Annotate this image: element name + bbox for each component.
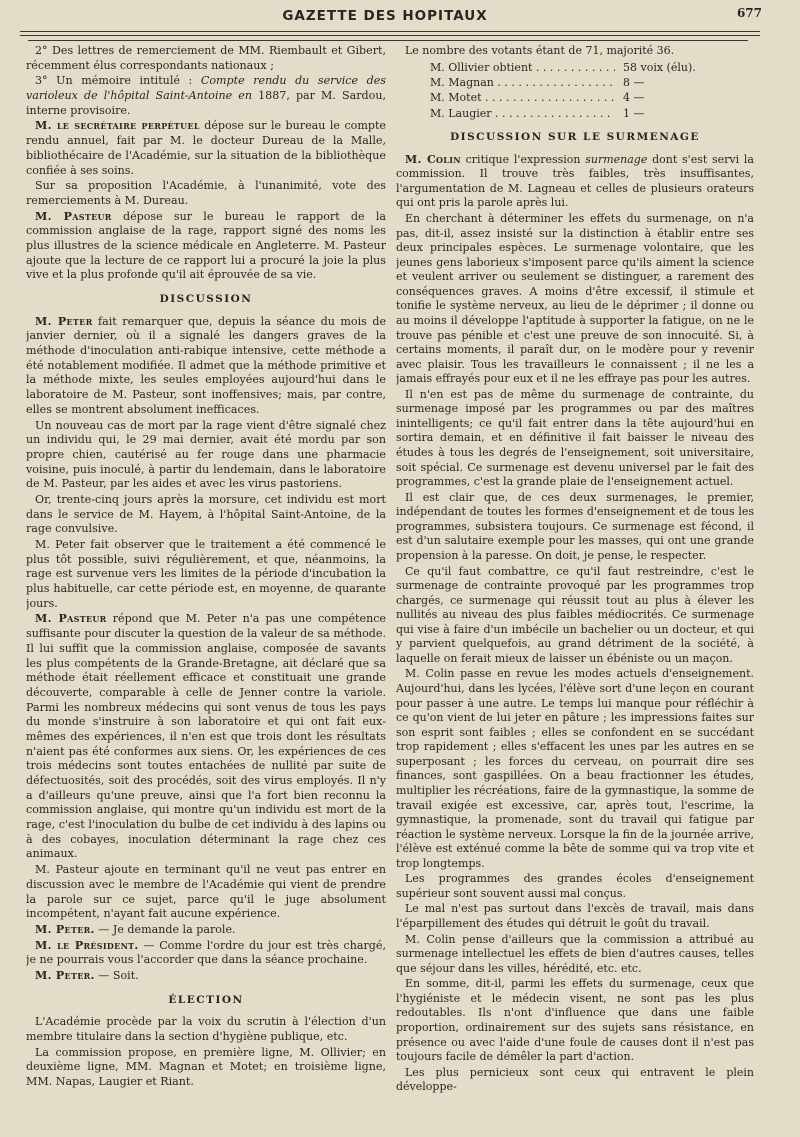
paragraph xyxy=(26,119,386,178)
header-rule-double xyxy=(20,35,760,36)
paragraph: M. Colin passe en revue les modes actuels d'enseignement. Aujourd'hui, dans les lycées, l'élève sort d'une leçon en courant pour passer à une autre. Le temps lui manque pour réfléchir à ce qu'on vient de lui jeter en pâture ; les impressions faites sur son esprit sont faibles ; elles se confondent en se succédant trop rapidement ; elles s'effacent les unes par les autres en se superposant ; les forces du cerveau, on pourrait dire ses finances, sont gaspillées. On a beau fractionner les études, multiplier les récréations, faire de la gymnastique, la somme de travail exigée est excessive, car, après tout, l'escrime, la gymnastique, la promenade, sont du travail qui fatigue par réaction le système nerveux. Lorsque la fin de la journée arrive, l'élève est exténué comme la bête de somme qui va trop vite et trop longtemps. xyxy=(396,667,754,870)
speaker-name: M. Peter. xyxy=(35,968,95,982)
paragraph xyxy=(26,612,386,862)
text-run: 3° Un mémoire intitulé : xyxy=(35,74,201,88)
italic-title: Compte rendu du service des varioleux de l'hôpital Saint-Antoine en xyxy=(26,74,386,103)
paragraph: 2° Des lettres de remerciement de MM. Riembault et Gibert, récemment élus correspondants nationaux ; xyxy=(26,44,386,72)
text-run: dont s'est servi la commission. Il trouve très faibles, très insuffisantes, l'argumentation de M. Lagneau et celles de plusieurs orateurs qui ont pris la parole après lui. xyxy=(396,152,754,210)
speaker-name: M. Pasteur xyxy=(35,612,107,626)
paragraph: En somme, dit-il, parmi les effets du surmenage, ceux que l'hygiéniste et le médecin visent, ne sont pas les plus redoutables. Ils n'ont d'influence que dans une faible proportion, ordinairement sur des sujets sans résistance, en présence ou avec l'aide d'une foule de causes dont il n'est pas toujours facile de démêler la part d'action. xyxy=(396,977,754,1064)
paragraph: M. Pasteur ajoute en terminant qu'il ne veut pas entrer en discussion avec le membre de l'Académie qui vient de prendre la parole sur ce sujet, parce qu'il le juge absolument incompétent, n'ayant fait aucune expérience. xyxy=(26,863,386,921)
header-rule xyxy=(20,31,760,32)
running-head: GAZETTE DES HOPITAUX xyxy=(282,8,488,24)
paragraph: La commission propose, en première ligne, M. Ollivier; en deuxième ligne, MM. Magnan et Motet; en troisième ligne, MM. Napas, Laugier et Riant. xyxy=(26,1045,386,1089)
page-number: 677 xyxy=(736,6,762,20)
italic-term: surmenage xyxy=(585,152,648,166)
vote-row xyxy=(430,75,730,90)
vote-row xyxy=(430,60,730,75)
left-column xyxy=(26,44,386,1117)
vote-table xyxy=(396,60,754,122)
candidate-name: M. Laugier . . . xyxy=(430,106,615,121)
header-rule-thin xyxy=(28,40,748,41)
paragraph xyxy=(26,923,386,938)
paragraph: Sur sa proposition l'Académie, à l'unanimité, vote des remerciements à M. Dureau. xyxy=(26,179,386,207)
right-column xyxy=(396,44,754,1117)
vote-count: 58 voix (élu). xyxy=(623,60,696,74)
section-heading-surmenage: DISCUSSION SUR LE SURMENAGE xyxy=(450,131,700,144)
vote-count: 4 — xyxy=(623,91,645,105)
section-heading-discussion: DISCUSSION xyxy=(159,293,253,305)
paragraph: Il n'en est pas de même du surmenage de contrainte, du surmenage imposé par les programmes ou par des maîtres inintelligents; ce qu'il fait entrer dans la tête aujourd'hui en sortira demain, et en définitive il fait baisser le niveau des études à tous les degrés de l'enseignement, soit universitaire, soit spécial. Ce surmenage est devenu universel par le fait des programmes, c'est la grande plaie de l'enseignement actuel. xyxy=(396,387,754,489)
speaker-name: M. le Président. xyxy=(35,938,139,952)
text-run: — Je demande la parole. xyxy=(94,922,236,936)
paragraph: Il est clair que, de ces deux surmenages, le premier, indépendant de toutes les formes d'enseignement et de tous les programmes, subsistera toujours. Ce surmenage est fécond, il est d'un salutaire exemple pour les masses, qui ont une grande propension à la paresse. On doit, je pense, le respecter. xyxy=(396,490,754,562)
section-heading-election: ÉLECTION xyxy=(168,993,244,1006)
vote-count: 1 — xyxy=(623,106,645,120)
paragraph: Or, trente-cinq jours après la morsure, cet individu est mort dans le service de M. Hayem, à l'hôpital Saint-Antoine, de la rage convulsive. xyxy=(26,492,386,536)
paragraph: Les programmes des grandes écoles d'enseignement supérieur sont souvent aussi mal conçus. xyxy=(396,872,754,900)
paragraph xyxy=(26,969,386,984)
paragraph: M. Peter fait observer que le traitement a été commencé le plus tôt possible, suivi régulièrement, et que, néanmoins, la rage est survenue vers les limites de la période d'incubation la plus habituelle, car cette période est, en moyenne, de quarante jours. xyxy=(26,538,386,610)
paragraph xyxy=(26,939,386,968)
paragraph: Ce qu'il faut combattre, ce qu'il faut restreindre, c'est le surmenage de contrainte provoqué par les programmes trop chargés, ce surmenage qui réussit tout au plus à élever les nullités au niveau des plus faibles médiocrités. Ce surmenage qui vise à faire d'un imbécile un bachelier ou un docteur, et qui y parvient quelquefois, au grand détriment de la société, à laquelle on ferait mieux de laisser un ébéniste ou un maçon. xyxy=(396,564,754,665)
paragraph: Le nombre des votants étant de 71, majorité 36. xyxy=(405,44,675,57)
candidate-name: M. Motet . . . xyxy=(430,90,615,105)
paragraph: Un nouveau cas de mort par la rage vient d'être signalé chez un individu qui, le 29 mai dernier, avait été mordu par son propre chien, cautérisé au fer rouge dans une pharmacie voisine, puis inoculé, à partir du lendemain, dans le laboratoire de M. Pasteur, par les aides et avec les virus pastoriens. xyxy=(26,418,386,491)
candidate-name: M. Magnan . . . xyxy=(430,75,615,90)
page-header xyxy=(20,6,762,34)
speaker-name: M. le secrétaire perpétuel xyxy=(35,119,200,133)
paragraph: L'Académie procède par la voix du scrutin à l'élection d'un membre titulaire dans la section d'hygiène publique, etc. xyxy=(26,1015,386,1043)
speaker-name: M. Colin xyxy=(405,152,461,166)
paragraph: Les plus pernicieux sont ceux qui entravent le plein développe- xyxy=(396,1065,754,1094)
text-run: dépose sur le bureau le compte rendu annuel, fait par M. le docteur Dureau de la Malle, bibliothécaire de l'Académie, sur la situation de la bibliothèque confiée à ses soins. xyxy=(26,119,386,177)
paragraph xyxy=(26,210,386,283)
text-run: répond que M. Peter n'a pas une compétence suffisante pour discuter la question de la valeur de sa méthode. Il lui suffit que la commission anglaise, composée de savants les plus compétents de la Grande-Bretagne, ait déclaré que sa méthode était réellement efficace et constituait une grande découverte, comparable à celle de Jenner contre la variole. Parmi les nombreux médecins qui sont venus de tous les pays du monde s'instruire à son laboratoire et qui ont fait eux-mêmes des expériences, il n'en est que trois dont les résultats n'aient pas été conformes aux siens. Or, les expériences de ces trois médecins sont toutes entachées de nullité par suite de défectuosités, soit des procédés, soit des virus employés. Il n'y a d'ailleurs qu'une preuve, ainsi que l'a fort bien reconnu la commission anglaise, qui montre qu'un individu est mort de la rage, c'est l'inoculation du bulbe de cet individu à des lapins ou à des cobayes, inoculation déterminant la rage chez ces animaux. xyxy=(26,612,386,861)
text-run: 1887, par M. Sardou, interne provisoire. xyxy=(26,89,386,117)
text-run: dépose sur le bureau le rapport de la commission anglaise de la rage, rapport signé des noms les plus illustres de la science médicale en Angleterre. M. Pasteur ajoute que la lecture de ce rapport lui a procuré la joie la plus vive et la plus profonde qu'il ait éprouvée de sa vie. xyxy=(26,209,386,282)
text-run: — Soit. xyxy=(94,968,139,982)
vote-row xyxy=(430,90,730,105)
paragraph: En cherchant à déterminer les effets du surmenage, on n'a pas, dit-il, assez insisté sur la distinction à établir entre ses deux principales espèces. Le surmenage volontaire, que les jeunes gens laborieux s'imposent parce qu'ils aiment la science et veulent arriver ou seulement se distinguer, a rarement des conséquences graves. A moins d'être excessif, il stimule et tonifie le système nerveux, au lieu de le déprimer ; il donne ou au moins il développe l'aptitude à supporter la fatigue, on ne le trouve pas pénible et c'est une preuve de son innocuité. Si, à certains moments, il paraît dur, on le modère pour y revenir avec plaisir. Tous les travailleurs le connaissent ; il ne les a jamais effrayés pour eux et il ne les effraye pas pour les autres. xyxy=(396,212,754,386)
paragraph xyxy=(396,153,754,211)
vote-count: 8 — xyxy=(623,75,645,89)
text-run: fait remarquer que, depuis la séance du mois de janvier dernier, où il a signalé les dangers graves de la méthode d'inoculation anti-rabique intensive, cette méthode a été notablement modifiée. Il admet que la méthode primitive et la méthode mixte, les seules employées aujourd'hui dans le laboratoire de M. Pasteur, sont inoffensives; mais, par contre, elles se montrent absolument inefficaces. xyxy=(26,314,386,416)
speaker-name: M. Peter. xyxy=(35,922,95,936)
text-run: — Comme l'ordre du jour est très chargé, je ne pourrais vous l'accorder que dans la séance prochaine. xyxy=(26,938,386,967)
speaker-name: M. Peter xyxy=(35,314,93,328)
paragraph: M. Colin pense d'ailleurs que la commission a attribué au surmenage intellectuel les effets de bien d'autres causes, telles que séjour dans les villes, hérédité, etc. etc. xyxy=(396,932,754,975)
text-run: critique l'expression xyxy=(460,152,586,166)
paragraph xyxy=(26,74,386,118)
candidate-name: M. Ollivier obtient . . . xyxy=(430,60,615,75)
paragraph: Le mal n'est pas surtout dans l'excès de travail, mais dans l'éparpillement des études qui détruit le goût du travail. xyxy=(396,902,754,930)
speaker-name: M. Pasteur xyxy=(35,209,112,223)
paragraph xyxy=(26,315,386,418)
vote-row xyxy=(430,106,730,121)
